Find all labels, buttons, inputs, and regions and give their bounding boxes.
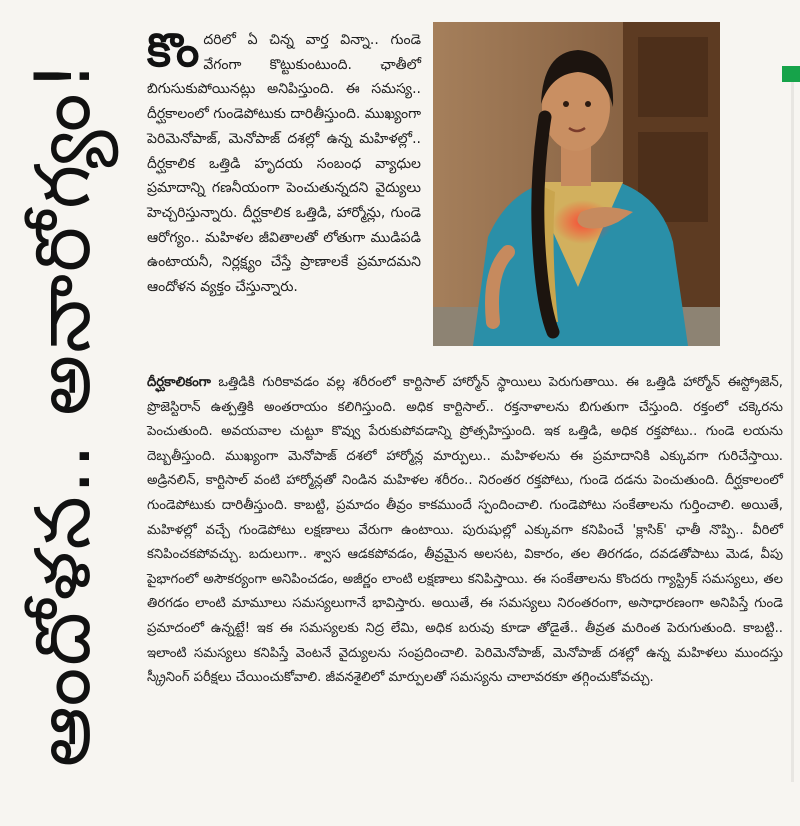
- accent-marker: [782, 66, 800, 82]
- page-headline: ఆందోళన.. అనారోగ్యం!: [18, 58, 107, 768]
- column-rule: [791, 82, 794, 782]
- intro-paragraph: [147, 23, 421, 300]
- body-lead-word: దీర్ఘకాలికంగా: [147, 375, 211, 390]
- drop-cap: కొం: [147, 23, 200, 77]
- body-text: ఒత్తిడికి గురికావడం వల్ల శరీరంలో కార్టిసాల్ హార్మోన్ స్థాయిలు పెరుగుతాయి. ఈ ఒత్తిడి హార్మోన్ ఈస్ట్రోజెన్, ప్రొజెస్టిరాన్ ఉత్పత్తికి అంతరాయం కలిగిస్తుంది. అధిక కార్టిసాల్.. రక్తనాళాలను బిగుతుగా చేస్తుంది. రక్తంలో చక్కెరను పెంచుతుంది. అవయవాల చుట్టూ కొవ్వు పేరుకుపోవడాన్ని ప్రోత్సహిస్తుంది. ఇక ఒత్తిడి, అధిక రక్తపోటు.. గుండె లయను దెబ్బతీస్తుంది. ముఖ్యంగా మెనోపాజ్ దశలో హార్మోన్ల మార్పులు.. మహిళలను ఈ ప్రమాదానికి ఎక్కువగా గురిచేస్తాయి. అడ్రినలిన్, కార్టిసాల్ వంటి హార్మోన్లతో నిండిన మహిళల శరీరం.. నిరంతర రక్తపోటు, గుండె దడను పెంచుతుంది. దీర్ఘకాలంలో గుండెపోటుకు దారితీస్తుంది. కాబట్టి, ప్రమాదం తీవ్రం కాకముందే స్పందించాలి. గుండెపోటు సంకేతాలను గుర్తించాలి. అయితే, మహిళల్లో వచ్చే గుండెపోటు లక్షణాలు వేరుగా ఉంటాయి. పురుషుల్లో ఎక్కువగా కనిపించే 'క్లాసిక్' ఛాతీ నొప్పి.. వీరిలో కనిపించకపోవచ్చు. బదులుగా.. శ్వాస ఆడకపోవడం, తీవ్రమైన అలసట, వికారం, తల తిరగడం, దవడతోపాటు మెడ, వీపు పైభాగంలో అసౌకర్యంగా అనిపించడం, అజీర్ణం లాంటి లక్షణాలు కనిపిస్తాయి. ఈ సంకేతాలను కొందరు గ్యాస్ట్రిక్ సమస్యలు, తల తిరగడం లాంటి మామూలు సమస్యలుగానే భావిస్తారు. అయితే, ఈ సమస్యలు నిరంతరంగా, అసాధారణంగా అనిపిస్తే గుండె ప్రమాదంలో ఉన్నట్టే! ఇక ఈ సమస్యలకు నిద్ర లేమి, అధిక బరువు కూడా తోడైతే.. తీవ్రత మరింత పెరుగుతుంది. కాబట్టి.. ఇలాంటి సమస్యలు కనిపిస్తే వెంటనే వైద్యులను సంప్రదించాలి. పెరిమెనోపాజ్, మెనోపాజ్ దశల్లో ఉన్న మహిళలు ముందస్తు స్క్రీనింగ్ పరీక్షలు చేయించుకోవాలి. జీవనశైలిలో మార్పులతో సమస్యను చాలావరకూ తగ్గించుకోవచ్చు.: [147, 375, 783, 686]
- article-body: [147, 371, 783, 691]
- intro-text: దరిలో ఏ చిన్న వార్త విన్నా.. గుండె వేగంగా కొట్టుకుంటుంది. ఛాతీలో బిగుసుకుపోయినట్లు అనిపిస్తుంది. ఈ సమస్య.. దీర్ఘకాలంలో గుండెపోటుకు దారితీస్తుంది. ముఖ్యంగా పెరిమెనోపాజ్, మెనోపాజ్ దశల్లో ఉన్న మహిళల్లో.. దీర్ఘకాలిక ఒత్తిడి హృదయ సంబంధ వ్యాధుల ప్రమాదాన్ని గణనీయంగా పెంచుతున్నదని వైద్యులు హెచ్చరిస్తున్నారు. దీర్ఘకాలిక ఒత్తిడి, హార్మోన్లు, గుండె ఆరోగ్యం.. మహిళల జీవితాలతో లోతుగా ముడిపడి ఉంటాయనీ, నిర్లక్ష్యం చేస్తే ప్రాణాలకే ప్రమాదమని ఆందోళన వ్యక్తం చేస్తున్నారు.: [147, 32, 421, 296]
- woman-clutching-chest-photo: [433, 22, 720, 346]
